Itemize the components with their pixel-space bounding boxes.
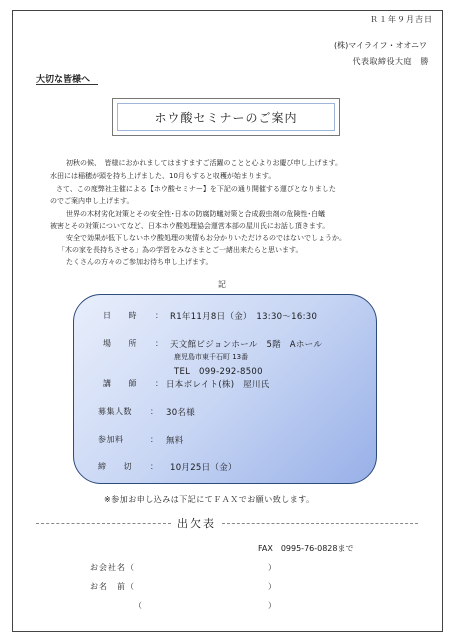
place-value: 天文館ビジョンホール 5階 Aホール [170,340,323,350]
place-colon: ： [155,339,163,348]
deadline-colon: ： [150,462,158,471]
fee-value: 無料 [166,436,184,446]
body-line-7: 安全で効果が低下しないホウ酸処理の実情もお分かりいただけるのではないでしょうか。 [66,234,346,242]
company-name: (株)マイライフ・オオニワ [333,41,427,50]
name-field-close: ） [268,582,276,591]
place-tel: TEL 099-292-8500 [174,367,263,377]
lecturer-label: 講 師 [103,379,137,388]
fax-number: FAX 0995-76-0828まで [258,544,354,553]
deadline-value: 10月25日（金） [170,463,237,473]
name-field-label: お名 前（ [90,582,135,591]
attendance-title: 出欠表 [177,517,216,530]
ki-heading: 記 [218,280,226,289]
capacity-value: 30名様 [166,408,196,418]
capacity-colon: ： [150,407,158,416]
fax-note: ※参加お申し込みは下記にてＦＡＸでお願い致します。 [104,495,315,504]
place-address: 鹿児島市東千石町 13番 [174,353,249,361]
addressee: 大切な皆様へ [36,75,91,85]
document-date: Ｒ１年９月吉日 [370,15,433,24]
fee-label: 参加料 [98,435,124,444]
extra-field-open: （ [134,601,143,610]
body-line-3: さて、この度弊社主催による【ホウ酸セミナー】を下記の通り開催する運びとなりました [56,185,336,193]
capacity-label: 募集人数 [98,407,132,416]
company-field-close: ） [268,563,276,572]
body-line-5: 世界の木材劣化対策とその安全性･日本の防腐防蟻対策と合成殺虫剤の危険性･白蟻 [66,210,325,218]
date-value: R1年11月8日（金） 13:30～16:30 [170,312,318,322]
addressee-underline [36,84,98,85]
representative-name: 代表取締役大庭 勝 [352,57,429,66]
lecturer-colon: ： [155,379,163,388]
body-line-4: のでご案内申し上げます。 [50,197,134,205]
body-line-1: 初秋の候、 皆様におかれましてはますますご活躍のことと心よりお慶び申し上げます。 [66,159,342,167]
date-label: 日 時 [103,311,137,320]
date-colon: ： [155,311,163,320]
extra-field-close: ） [268,601,276,610]
fee-colon: ： [150,435,158,444]
attendance-rule-right [222,523,418,524]
title-box [112,98,340,136]
deadline-label: 締 切 [98,462,132,471]
lecturer-value: 日本ボレイト(株) 屋川氏 [166,380,270,390]
body-line-8: 「木の家を長持ちさせる」為の学習をみなさまとご一緒出来たらと思います。 [58,246,303,254]
place-label: 場 所 [103,339,137,348]
body-line-2: 水田には稲穂が頭を持ち上げました、10月もすると収穫が始まります。 [50,172,276,180]
company-field-label: お会社名（ [90,563,135,572]
page-title: ホウ酸セミナーのご案内 [117,103,335,131]
body-line-6: 被害とその対策についてなど、日本ホウ酸処理協会運営本部の屋川氏にお話し頂きます。 [50,222,330,230]
attendance-rule-left [36,523,171,524]
body-line-9: たくさんの方々のご参加お待ち申し上げます。 [66,258,213,266]
